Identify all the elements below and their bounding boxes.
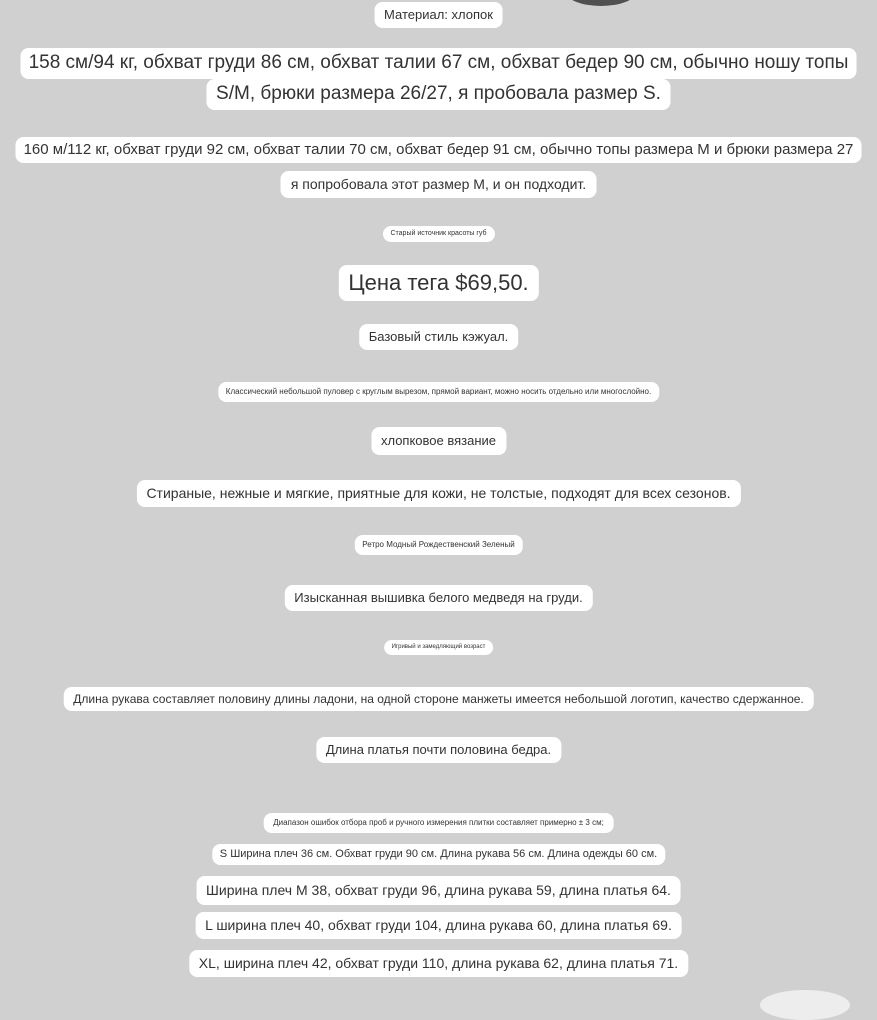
- model-2-line-1: 160 м/112 кг, обхват груди 92 см, обхват талии 70 см, обхват бедер 91 см, обычно топы размера M и брюки размера 27: [16, 137, 862, 163]
- price-tag: Цена тега $69,50.: [338, 265, 538, 301]
- description-text: Классический небольшой пуловер с круглым вырезом, прямой вариант, можно носить отдельно или многослойно.: [218, 382, 659, 402]
- material-label: Материал: хлопок: [374, 2, 503, 28]
- size-row-l: L ширина плеч 40, обхват груди 104, длина рукава 60, длина платья 69.: [195, 912, 682, 939]
- model-1-line-2: S/M, брюки размера 26/27, я пробовала размер S.: [206, 79, 671, 110]
- model-1-info: [0, 48, 877, 110]
- age-label: Игривый и замедляющий возраст: [384, 640, 494, 655]
- knit-label: хлопковое вязание: [371, 427, 506, 455]
- size-row-s: S Ширина плеч 36 см. Обхват груди 90 см. Длина рукава 56 см. Длина одежды 60 см.: [212, 844, 665, 865]
- embroidery-text: Изысканная вышивка белого медведя на груди.: [284, 585, 592, 611]
- decorative-blob-top: [566, 0, 636, 6]
- sleeve-text: Длина рукава составляет половину длины ладони, на одной стороне манжеты имеется небольшой логотип, качество сдержанное.: [63, 687, 814, 711]
- color-label: Ретро Модный Рождественский Зеленый: [354, 535, 522, 555]
- style-label: Базовый стиль кэжуал.: [359, 324, 519, 350]
- model-1-line-1: 158 см/94 кг, обхват груди 86 см, обхват талии 67 см, обхват бедер 90 см, обычно ношу топы: [21, 48, 857, 79]
- model-2-info: [0, 137, 877, 198]
- error-note: Диапазон ошибок отбора проб и ручного измерения плитки составляет примерно ± 3 см;: [263, 813, 614, 833]
- dress-length-text: Длина платья почти половина бедра.: [316, 737, 561, 763]
- model-2-line-2: я попробовала этот размер M, и он подходит.: [281, 171, 596, 198]
- brand-line: Старый источник красоты губ: [382, 226, 494, 242]
- fabric-text: Стираные, нежные и мягкие, приятные для кожи, не толстые, подходят для всех сезонов.: [136, 480, 740, 507]
- size-row-xl: XL, ширина плеч 42, обхват груди 110, длина рукава 62, длина платья 71.: [189, 950, 688, 977]
- decorative-blob-bottom: [760, 990, 850, 1020]
- size-row-m: Ширина плеч M 38, обхват груди 96, длина рукава 59, длина платья 64.: [196, 876, 681, 905]
